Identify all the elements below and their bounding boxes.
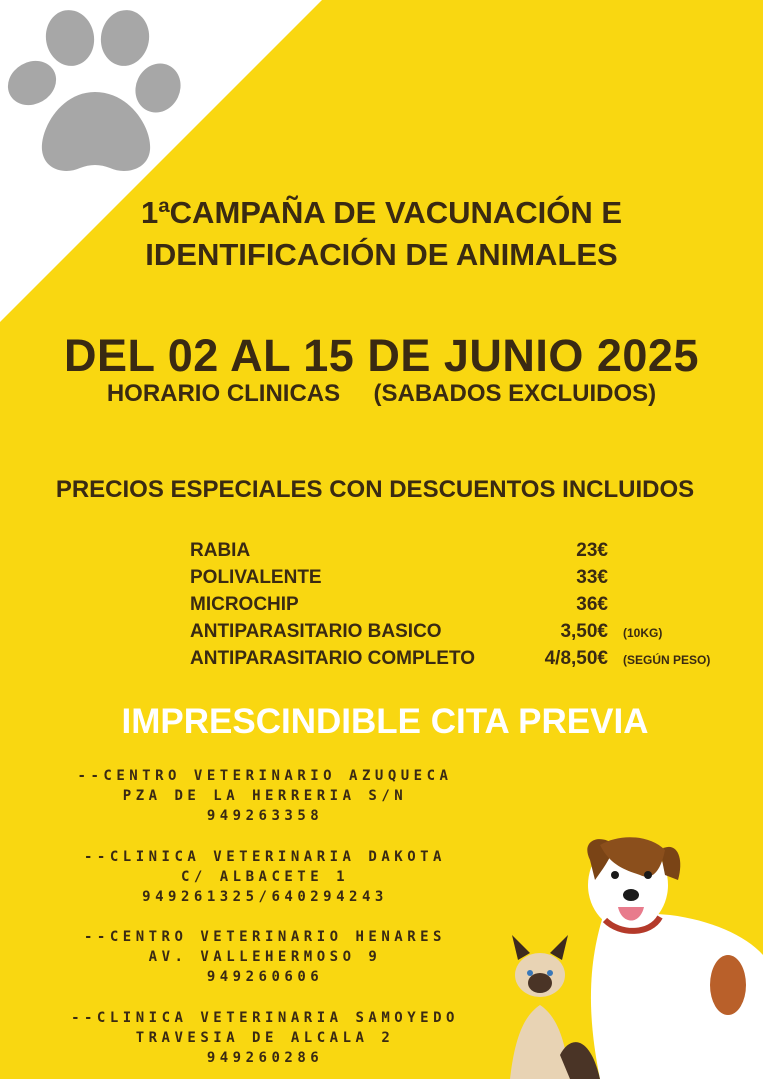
clinic-name: --CLINICA VETERINARIA SAMOYEDO [71, 1010, 459, 1026]
clinic-name: --CLINICA VETERINARIA DAKOTA [83, 849, 446, 865]
campaign-dates: DEL 02 AL 15 DE JUNIO 2025 [64, 330, 699, 381]
price-item-value: 36€ [576, 594, 608, 615]
clinic-name: --CENTRO VETERINARIO HENARES [83, 929, 446, 945]
price-item-value: 23€ [576, 540, 608, 561]
campaign-title [0, 192, 763, 276]
clinic-address: PZA DE LA HERRERIA S/N [122, 788, 408, 804]
price-item-value: 33€ [576, 567, 608, 588]
prices-heading: PRECIOS ESPECIALES CON DESCUENTOS INCLUIDOS [55, 476, 695, 503]
clinic-phone: 949260286 [206, 1050, 324, 1066]
price-item-note: (SEGÚN PESO) [623, 653, 711, 667]
price-item-value: 4/8,50€ [544, 648, 608, 669]
paw-print-icon [0, 0, 190, 190]
clinic-phone: 949261325/640294243 [142, 889, 388, 905]
campaign-hours: HORARIO CLINICAS (SABADOS EXCLUIDOS) [106, 380, 657, 407]
clinic-azuqueca [30, 766, 500, 826]
clinic-name: --CENTRO VETERINARIO AZUQUECA [77, 768, 453, 784]
price-item-name: MICROCHIP [190, 594, 299, 615]
clinic-phone: 949260606 [206, 969, 324, 985]
clinic-address: AV. VALLEHERMOSO 9 [148, 949, 382, 965]
campaign-title-line2: IDENTIFICACIÓN DE ANIMALES [145, 237, 618, 272]
dog-and-cat-photo [510, 835, 763, 1079]
clinic-henares [30, 927, 500, 987]
price-item-value: 3,50€ [560, 621, 608, 642]
price-item-name: RABIA [190, 540, 251, 561]
clinic-samoyedo [30, 1008, 500, 1068]
price-item-note: (10KG) [623, 626, 663, 640]
price-item-name: ANTIPARASITARIO COMPLETO [190, 648, 475, 669]
clinic-address: TRAVESIA DE ALCALA 2 [135, 1030, 395, 1046]
clinic-address: C/ ALBACETE 1 [180, 869, 350, 885]
clinic-phone: 949263358 [206, 808, 324, 824]
price-item-name: POLIVALENTE [190, 567, 322, 588]
clinic-dakota [30, 847, 500, 907]
appointment-notice: IMPRESCINDIBLE CITA PREVIA [121, 702, 649, 741]
price-item-name: ANTIPARASITARIO BASICO [190, 621, 442, 642]
campaign-title-line1: 1ªCAMPAÑA DE VACUNACIÓN E [140, 195, 623, 230]
